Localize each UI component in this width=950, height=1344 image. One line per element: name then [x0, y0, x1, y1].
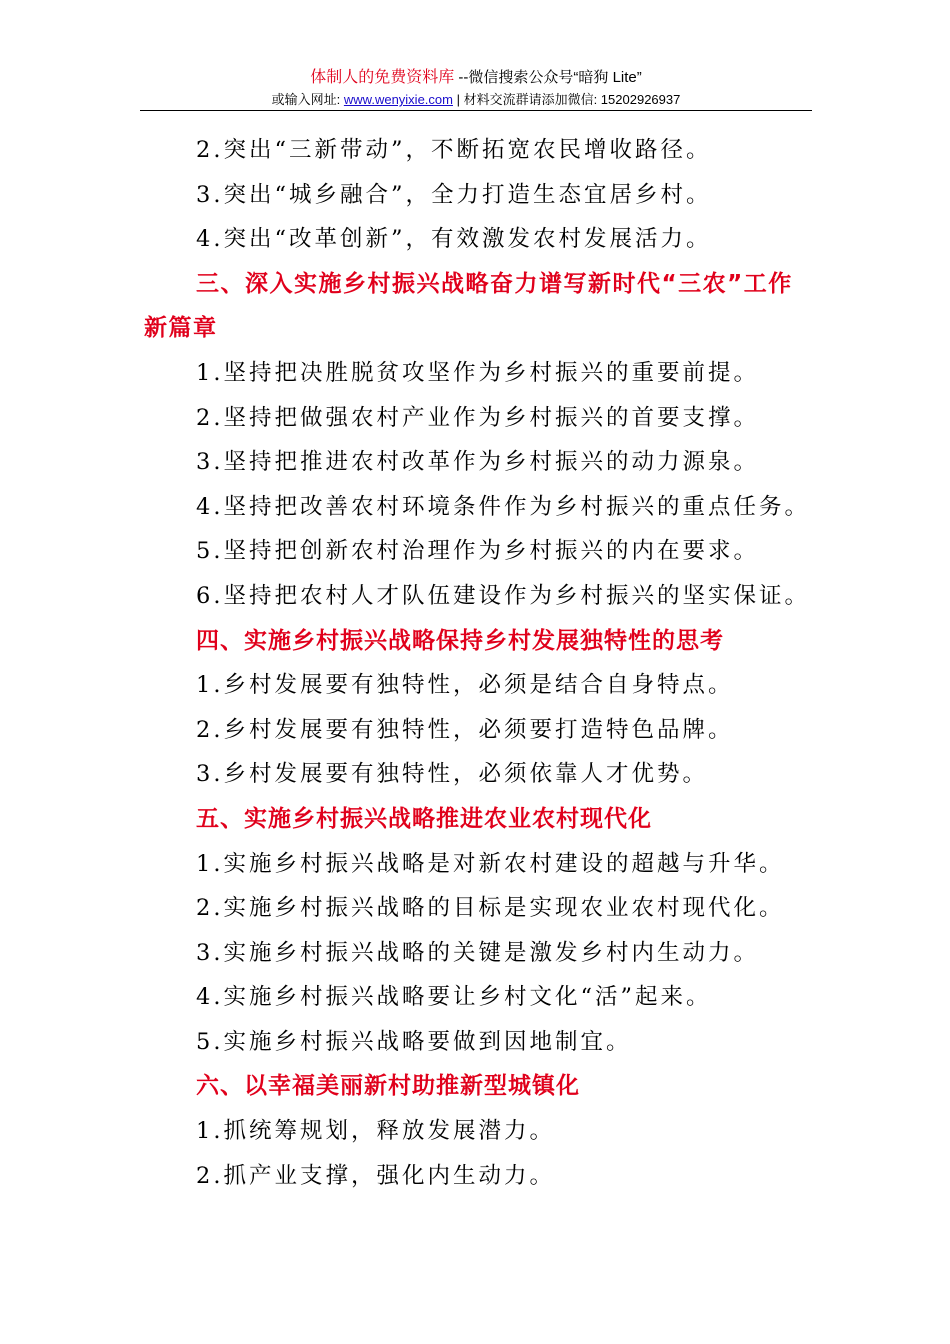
list-item: 2.坚持把做强农村产业作为乡村振兴的首要支撑。 [196, 404, 759, 431]
list-item: 1.坚持把决胜脱贫攻坚作为乡村振兴的重要前提。 [196, 359, 759, 386]
header-title-line [140, 68, 812, 88]
list-item: 5.实施乡村振兴战略要做到因地制宜。 [196, 1028, 632, 1055]
header-url-prefix: 或输入网址: [271, 92, 344, 107]
list-item: 1.实施乡村振兴战略是对新农村建设的超越与升华。 [196, 850, 785, 877]
header-url-line [140, 90, 812, 109]
header-title-rest: --微信搜索公众号“暗狗 Lite” [454, 69, 642, 86]
page-header [140, 68, 812, 109]
list-item: 5.坚持把创新农村治理作为乡村振兴的内在要求。 [196, 538, 759, 565]
list-item: 3.坚持把推进农村改革作为乡村振兴的动力源泉。 [196, 449, 759, 476]
list-item: 4.实施乡村振兴战略要让乡村文化“活”起来。 [196, 984, 712, 1011]
list-item: 4.突出“改革创新”，有效激发农村发展活力。 [196, 226, 712, 253]
document-body [144, 128, 816, 1198]
section-heading: 四、实施乡村振兴战略保持乡村发展独特性的思考 [196, 627, 724, 654]
header-title-red: 体制人的免费资料库 [310, 69, 455, 86]
list-item: 4.坚持把改善农村环境条件作为乡村振兴的重点任务。 [196, 493, 810, 520]
list-item: 3.突出“城乡融合”，全力打造生态宜居乡村。 [196, 181, 712, 208]
header-divider [140, 110, 812, 111]
section-heading: 三、深入实施乡村振兴战略奋力谱写新时代“三农”工作新篇章 [144, 270, 793, 342]
list-item: 2.抓产业支撑，强化内生动力。 [196, 1162, 555, 1189]
header-url-link[interactable]: www.wenyixie.com [343, 92, 453, 107]
list-item: 1.乡村发展要有独特性，必须是结合自身特点。 [196, 672, 734, 699]
list-item: 2.实施乡村振兴战略的目标是实现农业农村现代化。 [196, 895, 785, 922]
section-heading: 六、以幸福美丽新村助推新型城镇化 [196, 1073, 580, 1100]
list-item: 2.突出“三新带动”，不断拓宽农民增收路径。 [196, 137, 712, 163]
section-heading: 五、实施乡村振兴战略推进农业农村现代化 [196, 805, 652, 832]
list-item: 3.乡村发展要有独特性，必须依靠人才优势。 [196, 761, 708, 788]
list-item: 3.实施乡村振兴战略的关键是激发乡村内生动力。 [196, 939, 759, 966]
header-url-suffix: | 材料交流群请添加微信: 15202926937 [452, 92, 681, 107]
list-item: 1.抓统筹规划，释放发展潜力。 [196, 1118, 555, 1145]
list-item: 2.乡村发展要有独特性，必须要打造特色品牌。 [196, 716, 734, 743]
list-item: 6.坚持把农村人才队伍建设作为乡村振兴的坚实保证。 [196, 582, 810, 609]
